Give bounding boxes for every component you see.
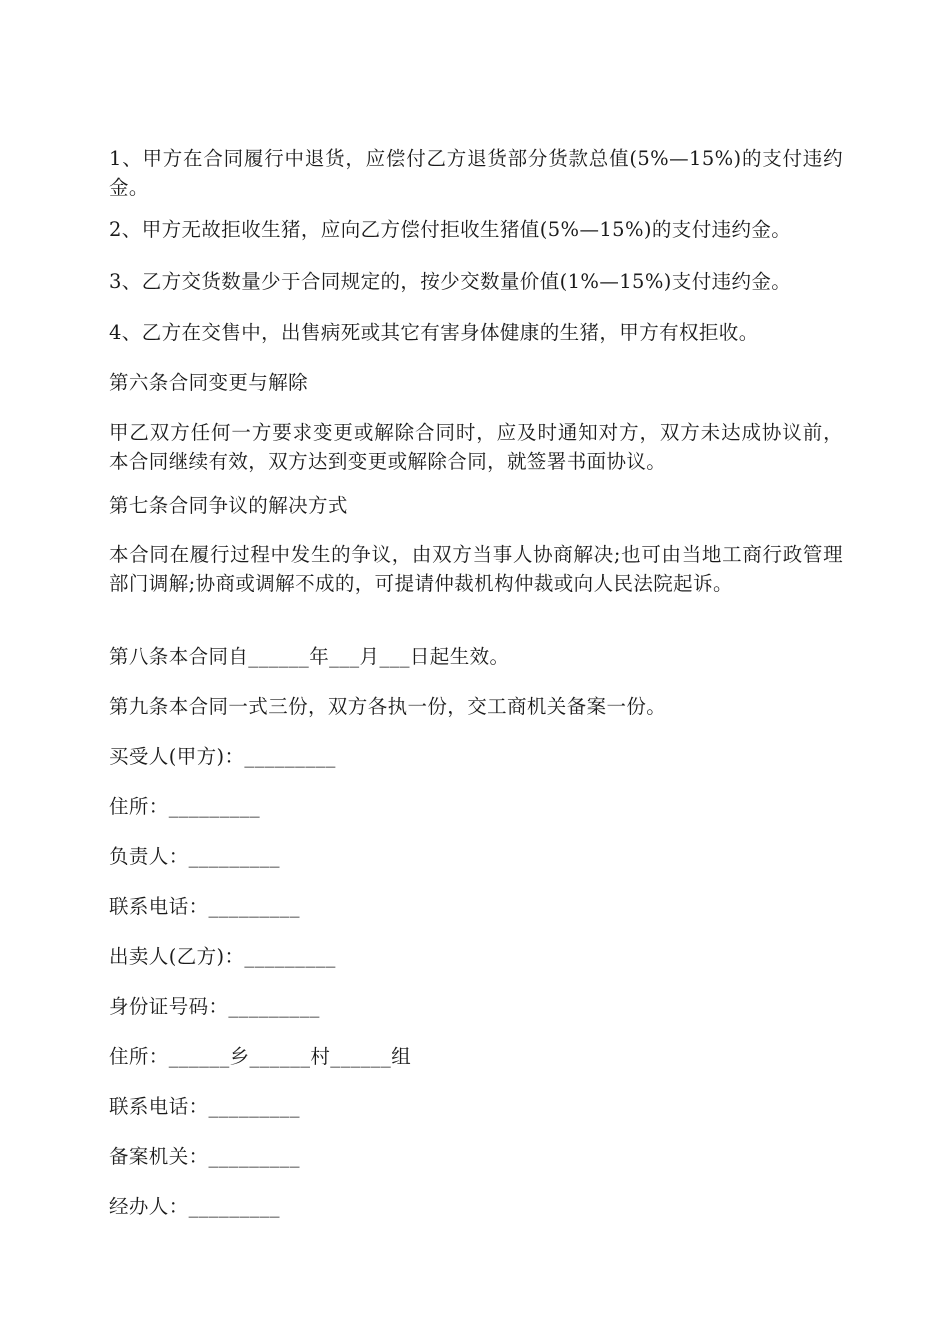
article-6-title: 第六条合同变更与解除 xyxy=(109,371,309,394)
clause-4: 4、乙方在交售中，出售病死或其它有害身体健康的生猪，甲方有权拒收。 xyxy=(109,321,759,344)
article-7-body: 本合同在履行过程中发生的争议，由双方当事人协商解决;也可由当地工商行政管理部门调解;协商或调解不成的，可提请仲裁机构仲裁或向人民法院起诉。 xyxy=(109,543,843,595)
seller-field: 出卖人(乙方)：_________ xyxy=(109,945,336,968)
buyer-phone-field: 联系电话：_________ xyxy=(109,895,300,918)
article-8: 第八条本合同自______年___月___日起生效。 xyxy=(109,645,510,668)
clause-3: 3、乙方交货数量少于合同规定的，按少交数量价值(1%—15%)支付违约金。 xyxy=(109,270,792,293)
seller-id-field: 身份证号码：_________ xyxy=(109,995,320,1018)
handler-field: 经办人：_________ xyxy=(109,1195,280,1218)
buyer-manager-field: 负责人：_________ xyxy=(109,845,280,868)
buyer-field: 买受人(甲方)：_________ xyxy=(109,745,336,768)
article-9: 第九条本合同一式三份，双方各执一份，交工商机关备案一份。 xyxy=(109,695,667,718)
seller-phone-field: 联系电话：_________ xyxy=(109,1095,300,1118)
registry-field: 备案机关：_________ xyxy=(109,1145,300,1168)
clause-1: 1、甲方在合同履行中退货，应偿付乙方退货部分货款总值(5%—15%)的支付违约金。 xyxy=(109,147,843,199)
clause-2: 2、甲方无故拒收生猪，应向乙方偿付拒收生猪值(5%—15%)的支付违约金。 xyxy=(109,218,792,241)
article-7-title: 第七条合同争议的解决方式 xyxy=(109,494,348,517)
buyer-address-field: 住所：_________ xyxy=(109,795,261,818)
article-6-body: 甲乙双方任何一方要求变更或解除合同时，应及时通知对方，双方未达成协议前，本合同继续有效，双方达到变更或解除合同，就签署书面协议。 xyxy=(109,421,843,473)
seller-address-field: 住所：______乡______村______组 xyxy=(109,1045,412,1068)
